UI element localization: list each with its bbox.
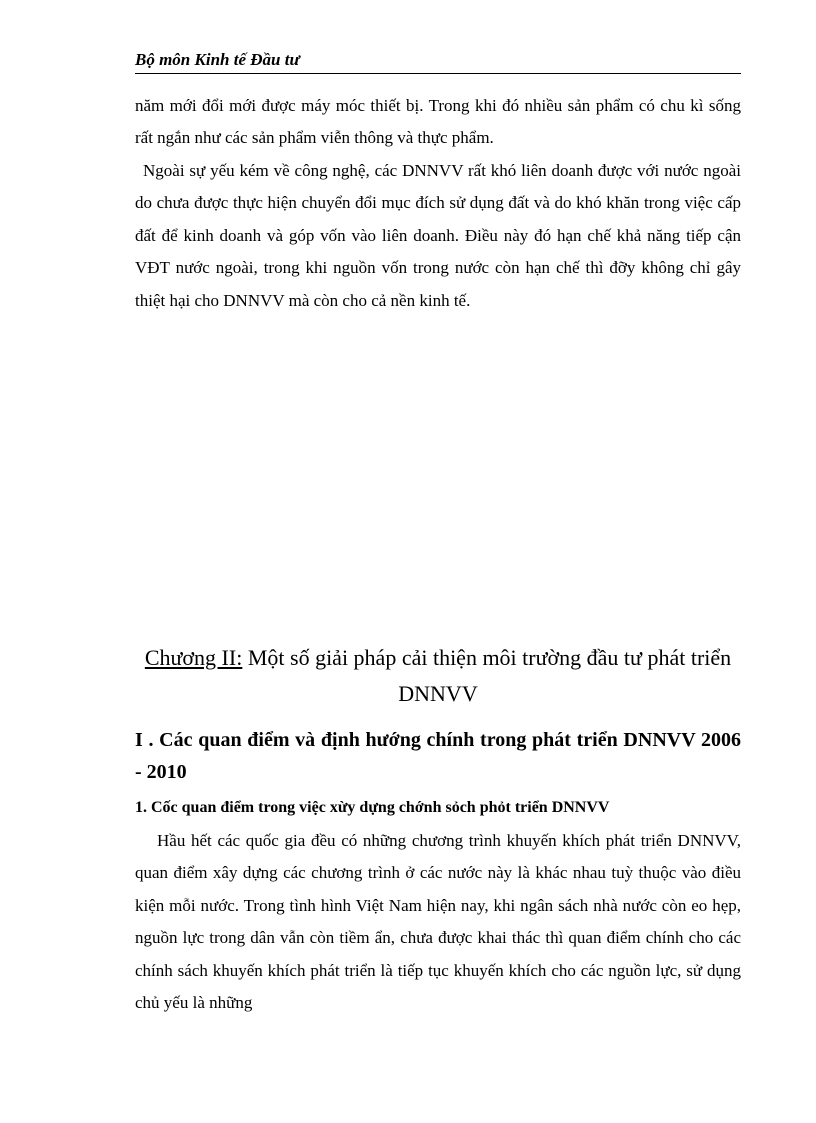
- page-header: [135, 50, 741, 74]
- subsection-heading: 1. Cốc quan điểm trong việc xừy dựng chớnh sỏch phỏt triển DNNVV: [135, 799, 610, 816]
- paragraph-continuation: năm mới đổi mới được máy móc thiết bị. Trong khi đó nhiều sản phẩm có chu kì sống rất ngắn như các sản phẩm viễn thông và thực phẩm.: [135, 96, 741, 148]
- header-title: Bộ môn Kinh tế Đầu tư: [135, 50, 300, 69]
- chapter-title: Một số giải pháp cải thiện môi trường đầu tư phát triển DNNVV: [242, 645, 732, 706]
- chapter-label: Chương II:: [144, 645, 243, 670]
- chapter-heading: [135, 640, 741, 712]
- paragraph-technology: Ngoài sự yếu kém về công nghệ, các DNNVV rất khó liên doanh được với nước ngoài do chưa được thực hiện chuyển đổi mục đích sử dụng đất và do khó khăn trong việc cấp đất để kinh doanh và góp vốn vào liên doanh. Điều này đó hạn chế khả năng tiếp cận VĐT nước ngoài, trong khi nguồn vốn trong nước còn hạn chế thì đỡy không chỉ gây thiệt hại cho DNNVV mà còn cho cả nền kinh tế.: [135, 161, 741, 310]
- section-heading: I . Các quan điểm và định hướng chính trong phát triển DNNVV 2006 - 2010: [135, 729, 741, 783]
- paragraph-viewpoints: Hầu hết các quốc gia đều có những chương trình khuyến khích phát triển DNNVV, quan điểm xây dựng các chương trình ở các nước này là khác nhau tuỳ thuộc vào điều kiện mỗi nước. Trong tình hình Việt Nam hiện nay, khi ngân sách nhà nước còn eo hẹp, nguồn lực trong dân vẫn còn tiềm ẩn, chưa được khai thác thì quan điểm chính cho các chính sách khuyến khích phát triển là tiếp tục khuyến khích cho các nguồn lực, sử dụng chủ yếu là những: [135, 831, 741, 1013]
